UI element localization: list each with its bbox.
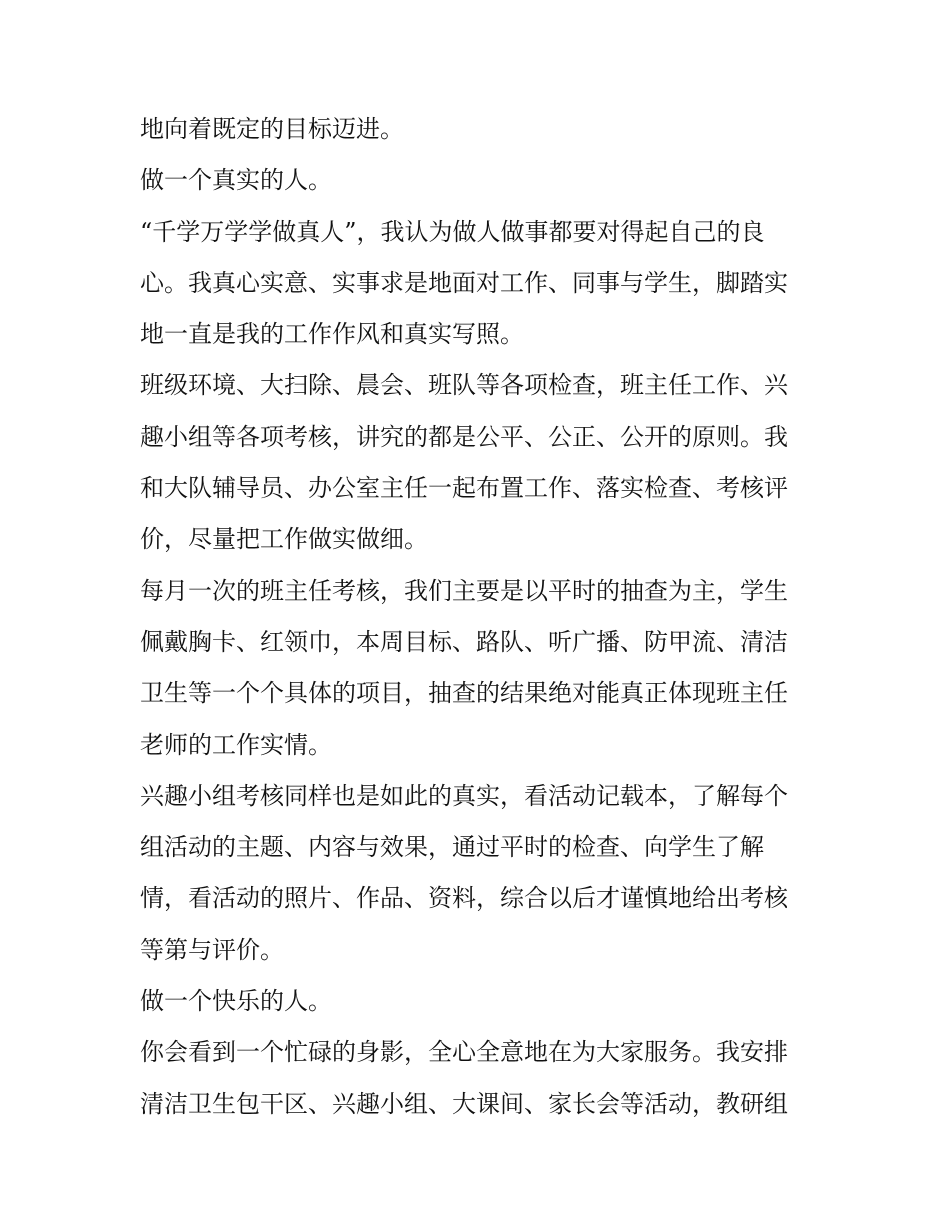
- text-line: 班级环境、大扫除、晨会、班队等各项检查，班主任工作、兴: [140, 371, 788, 400]
- text-line: 趣小组等各项考核，讲究的都是公平、公正、公开的原则。我: [140, 422, 788, 451]
- text-line: 兴趣小组考核同样也是如此的真实，看活动记载本，了解每个: [140, 781, 788, 810]
- text-line: 佩戴胸卡、红领巾，本周目标、路队、听广播、防甲流、清洁: [140, 627, 788, 656]
- text-line: 等第与评价。: [140, 935, 284, 964]
- text-line: 每月一次的班主任考核，我们主要是以平时的抽查为主，学生: [140, 576, 788, 605]
- document-body: [140, 104, 820, 1130]
- text-line: 组活动的主题、内容与效果，通过平时的检查、向学生了解: [140, 833, 764, 862]
- text-line: 地一直是我的工作作风和真实写照。: [140, 320, 524, 349]
- text-line: 卫生等一个个具体的项目，抽查的结果绝对能真正体现班主任: [140, 679, 788, 708]
- text-line: 价，尽量把工作做实做细。: [140, 525, 428, 554]
- text-line: 清洁卫生包干区、兴趣小组、大课间、家长会等活动，教研组: [140, 1089, 788, 1118]
- section-heading: 做一个快乐的人。: [140, 987, 332, 1016]
- section-heading: 做一个真实的人。: [140, 166, 332, 195]
- text-line: 心。我真心实意、实事求是地面对工作、同事与学生，脚踏实: [140, 268, 788, 297]
- text-line: 地向着既定的目标迈进。: [140, 115, 404, 143]
- text-line: 你会看到一个忙碌的身影，全心全意地在为大家服务。我安排: [140, 1038, 788, 1067]
- text-line: 情，看活动的照片、作品、资料，综合以后才谨慎地给出考核: [140, 884, 788, 913]
- text-line: 老师的工作实情。: [140, 730, 332, 759]
- text-line: 和大队辅导员、办公室主任一起布置工作、落实检查、考核评: [140, 474, 788, 503]
- text-line: “千学万学学做真人”，我认为做人做事都要对得起自己的良: [140, 217, 765, 246]
